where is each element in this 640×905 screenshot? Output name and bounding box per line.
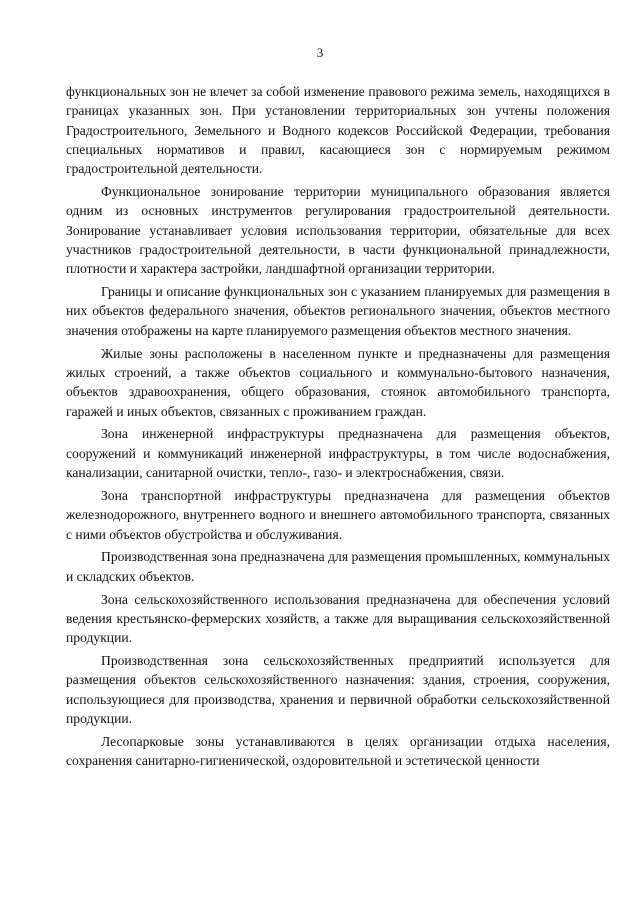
paragraph-zone-boundaries: Границы и описание функциональных зон с указанием планируемых для размещения в них объектов федерального значения, объектов регионального значения, объектов местного значения отображены на карте планируемого размещения объектов местного значения. [66,284,610,338]
paragraph-industrial-zone: Производственная зона предназначена для размещения промышленных, коммунальных и складских объектов. [66,549,610,584]
body-text [66,82,610,774]
paragraph-residential-zones: Жилые зоны расположены в населенном пункте и предназначены для размещения жилых строений, а также объектов социального и коммунально-бытового назначения, объектов здравоохранения, общего образования, стоянок автомобильного транспорта, гаражей и иных объектов, связанных с проживанием граждан. [66,345,610,419]
paragraph-continuation: функциональных зон не влечет за собой изменение правового режима земель, находящихся в границах указанных зон. При установлении территориальных зон учтены положения Градостроительного, Земельного и Водного кодексов Российской Федерации, требования специальных нормативов и правил, касающиеся зон с нормируемым режимом градостроительной деятельности. [66,84,610,177]
paragraph-agricultural-enterprises-zone: Производственная зона сельскохозяйственных предприятий используется для размещения объектов сельскохозяйственного назначения: здания, строения, сооружения, использующиеся для производства, хранения и первичной обработки сельскохозяйственной продукции. [66,653,610,726]
paragraph-agricultural-zone: Зона сельскохозяйственного использования предназначена для обеспечения условий ведения крестьянско-фермерских хозяйств, а также для выращивания сельскохозяйственной продукции. [66,591,610,646]
paragraph-functional-zoning: Функциональное зонирование территории муниципального образования является одним из основных инструментов регулирования градостроительной деятельности. Зонирование устанавливает условия использования территории, обязательные для всех участников градостроительной деятельности, в части функциональной принадлежности, плотности и характера застройки, ландшафтной организации территории. [66,184,610,277]
page-number: 3 [316,45,324,60]
paragraph-engineering-zone: Зона инженерной инфраструктуры предназначена для размещения объектов, сооружений и коммуникаций инженерной инфраструктуры, в том числе водоснабжения, канализации, санитарной очистки, тепло-, газо- и электроснабжения, связи. [66,426,610,481]
paragraph-transport-zone: Зона транспортной инфраструктуры предназначена для размещения объектов железнодорожного, внутреннего водного и внешнего автомобильного транспорта, связанных с ними объектов обустройства и обслуживания. [66,487,610,542]
paragraph-forest-park-zones: Лесопарковые зоны устанавливаются в целях организации отдыха населения, сохранения санитарно-гигиенической, оздоровительной и эстетической ценности [66,733,610,769]
